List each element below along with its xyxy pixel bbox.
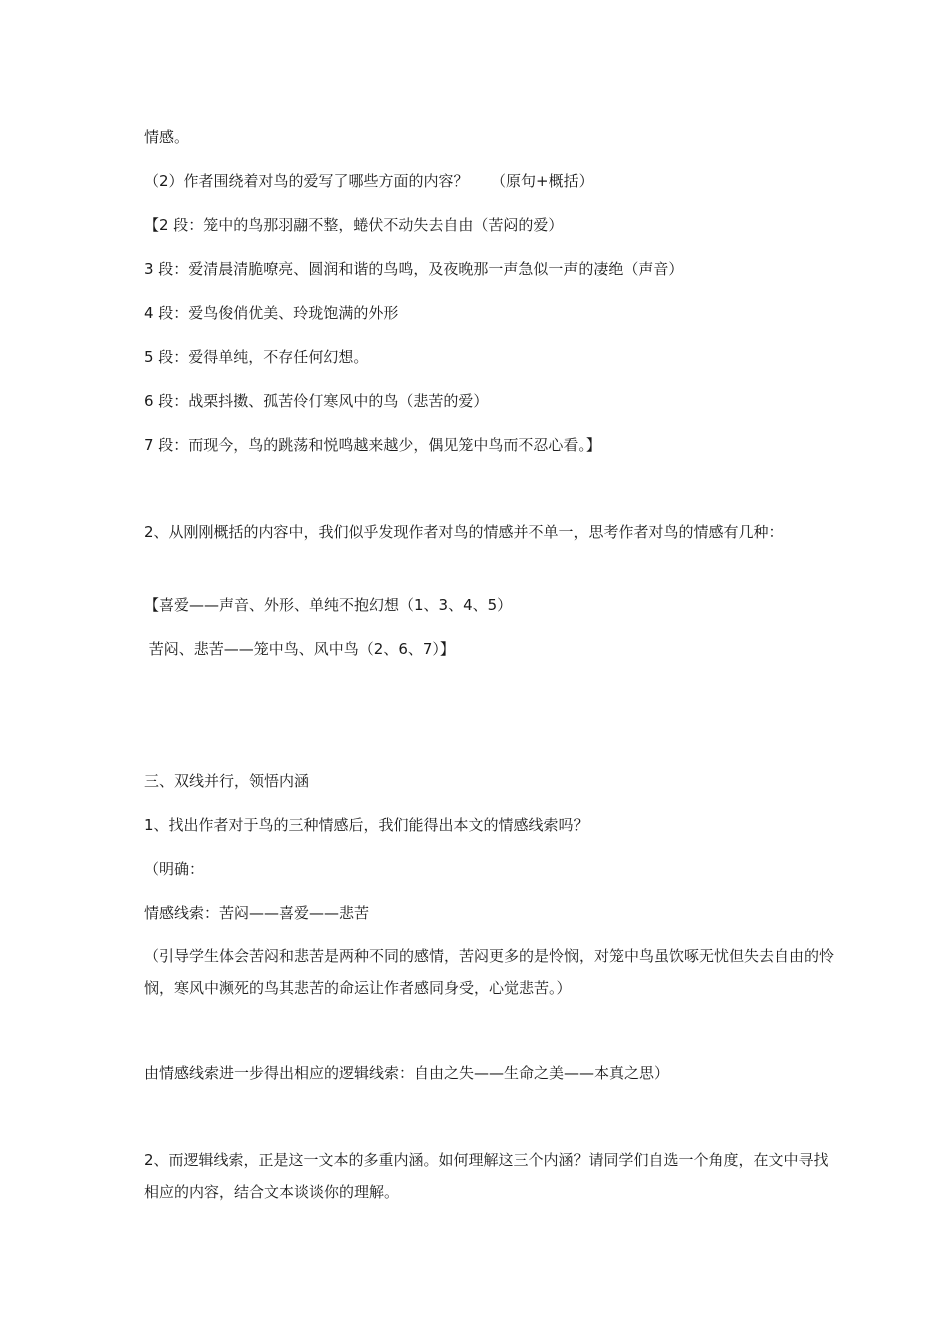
answer-paragraph-3: 3 段：爱清晨清脆嘹亮、圆润和谐的鸟鸣，及夜晚那一声急似一声的凄绝（声音）	[144, 260, 684, 278]
section-heading-3: 三、双线并行，领悟内涵	[144, 772, 310, 790]
question-emotion-types: 2、从刚刚概括的内容中，我们似乎发现作者对鸟的情感并不单一，思考作者对鸟的情感有几种：	[144, 523, 784, 541]
question-emotional-clue: 1、找出作者对于鸟的三种情感后，我们能得出本文的情感线索吗？	[144, 816, 589, 834]
answer-paragraph-7: 7 段：而现今，鸟的跳荡和悦鸣越来越少，偶见笼中鸟而不忍心看。】	[144, 436, 601, 454]
answer-joy: 【喜爱——声音、外形、单纯不抱幻想（1、3、4、5）	[144, 596, 513, 614]
text-line-emotion: 情感。	[144, 128, 190, 146]
emotional-clue: 情感线索：苦闷——喜爱——悲苦	[144, 904, 370, 922]
guidance-note: （引导学生体会苦闷和悲苦是两种不同的感情，苦闷更多的是怜悯，对笼中鸟虽饮啄无忧但失去自由的怜悯，寒风中濒死的鸟其悲苦的命运让作者感同身受，心觉悲苦。）	[144, 947, 835, 997]
answer-paragraph-4: 4 段：爱鸟俊俏优美、玲珑饱满的外形	[144, 304, 399, 322]
clarify-label: （明确：	[144, 860, 205, 878]
answer-paragraph-2: 【2 段：笼中的鸟那羽翮不整，蜷伏不动失去自由（苦闷的爱）	[144, 216, 564, 234]
logical-clue: 由情感线索进一步得出相应的逻辑线索：自由之失——生命之美——本真之思）	[144, 1064, 670, 1082]
answer-paragraph-6: 6 段：战栗抖擞、孤苦伶仃寒风中的鸟（悲苦的爱）	[144, 392, 489, 410]
question-2-content: （2）作者围绕着对鸟的爱写了哪些方面的内容？ （原句+概括）	[144, 172, 594, 190]
answer-paragraph-5: 5 段：爱得单纯，不存任何幻想。	[144, 348, 369, 366]
answer-sorrow: 苦闷、悲苦——笼中鸟、风中鸟（2、6、7）】	[144, 640, 455, 658]
question-meanings: 2、而逻辑线索，正是这一文本的多重内涵。如何理解这三个内涵？请同学们自选一个角度，在文中寻找相应的内容，结合文本谈谈你的理解。	[144, 1151, 829, 1201]
